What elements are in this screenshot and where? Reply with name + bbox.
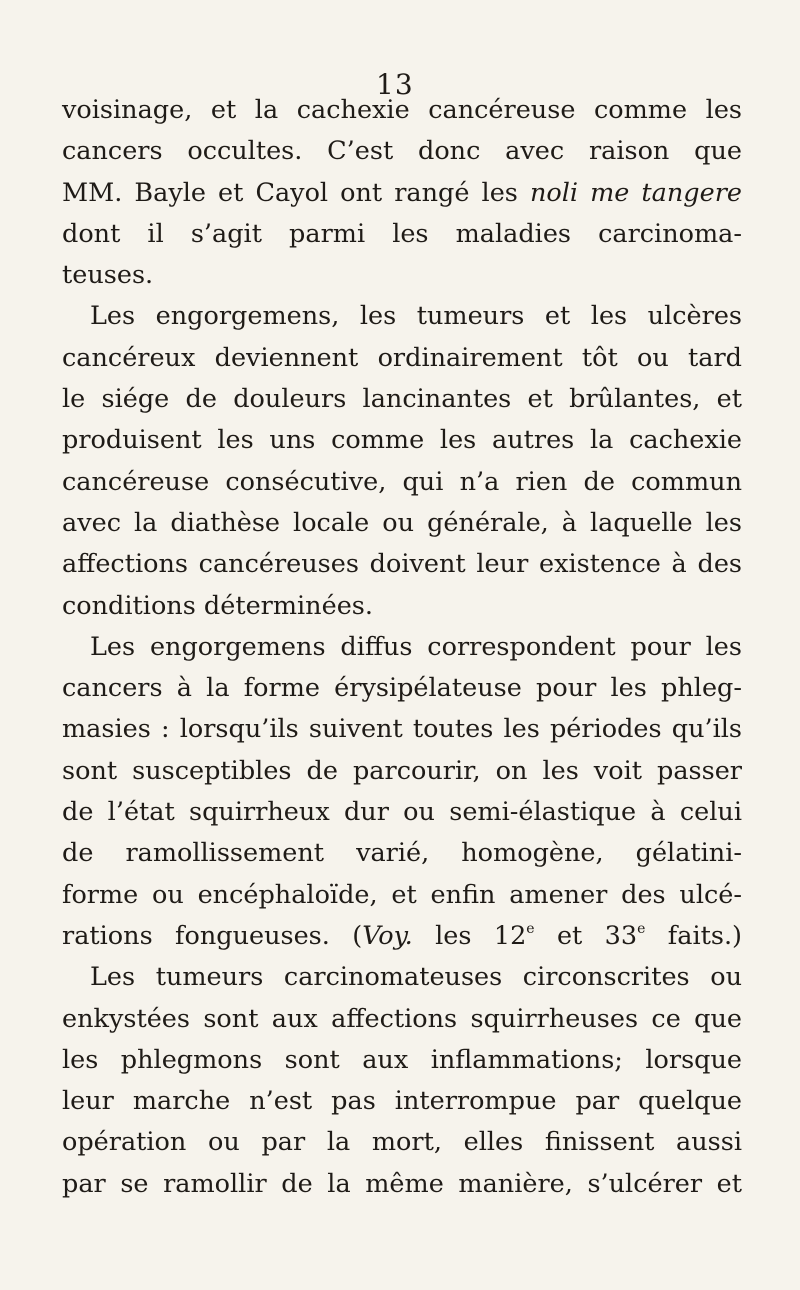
italic-abbreviation: Voy. [362,920,413,951]
text-run: et 33 [534,920,638,951]
text-line: avec la diathèse locale ou générale, à laquelle les [62,507,742,538]
text-line: sont susceptibles de parcourir, on les voit passer [62,755,742,786]
text-line: forme ou encéphaloïde, et enfin amener des ulcé- [62,879,742,910]
body-text [62,90,742,1205]
text-line: le siége de douleurs lancinantes et brûlantes, et [62,384,742,415]
text-line: cancéreuse consécutive, qui n’a rien de commun [62,466,742,497]
text-line: cancers occultes. C’est donc avec raison que [62,136,742,167]
text-line: par se ramollir de la même manière, s’ulcérer et [62,1168,742,1199]
text-line: masies : lorsqu’ils suivent toutes les périodes qu’ils [62,714,742,745]
text-line: opération ou par la mort, elles finissent aussi [62,1127,742,1158]
text-line: enkystées sont aux affections squirrheuses ce que [62,1003,742,1034]
text-line: dont il s’agit parmi les maladies carcinoma- [62,218,742,249]
text-line: cancers à la forme érysipélateuse pour les phleg- [62,673,742,704]
text-line: de l’état squirrheux dur ou semi-élastique à celui [62,797,742,828]
text-line [62,173,742,214]
text-line: teuses. [62,260,154,291]
italic-phrase: noli me tangere [529,177,742,208]
text-line [62,916,742,957]
text-line: les phlegmons sont aux inflammations; lorsque [62,1044,742,1075]
text-line: Les engorgemens diffus correspondent pour les [90,631,742,662]
text-line: Les engorgemens, les tumeurs et les ulcères [90,301,742,332]
text-line: voisinage, et la cachexie cancéreuse comme les [62,95,742,125]
text-run: les 12 [412,920,527,951]
text-run: faits.) [645,920,742,951]
text-run: rations fongueuses. ( [62,920,363,951]
text-line: leur marche n’est pas interrompue par quelque [62,1086,742,1117]
text-line: cancéreux deviennent ordinairement tôt ou tard [62,342,742,373]
text-line: conditions déterminées. [62,590,373,621]
text-line: produisent les uns comme les autres la cachexie [62,425,742,456]
superscript: e [637,920,646,937]
page-number: 13 [376,68,414,101]
superscript: e [526,920,535,937]
text-line: affections cancéreuses doivent leur existence à des [62,549,742,580]
text-line: Les tumeurs carcinomateuses circonscrites ou [90,962,742,993]
text-line: de ramollissement varié, homogène, gélatini- [62,838,742,869]
text-run: MM. Bayle et Cayol ont rangé les [62,177,530,208]
